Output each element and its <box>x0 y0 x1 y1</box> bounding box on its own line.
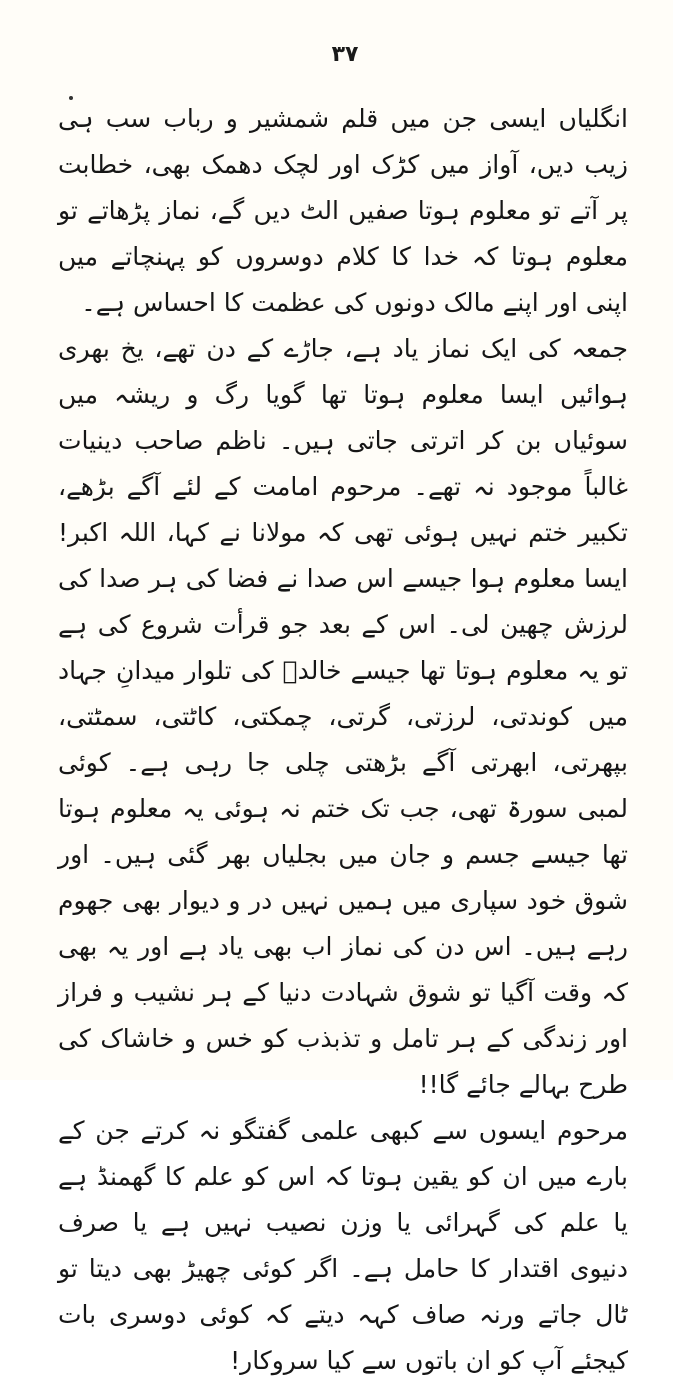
body-text <box>58 96 628 1384</box>
paragraph-1: انگلیاں ایسی جن میں قلم شمشیر و رباب سب ہی زیب دیں، آواز میں کڑک اور لچک دھمک بھی، خطابت پر آتے تو معلوم ہوتا صفیں الٹ دیں گے، نماز پڑھاتے تو معلوم ہوتا کہ خدا کا کلام دوسروں کو پہنچاتے میں اپنی اور اپنے مالک دونوں کی عظمت کا احساس ہے۔ <box>58 104 628 317</box>
paragraph-2: جمعہ کی ایک نماز یاد ہے، جاڑے کے دن تھے، یخ بھری ہوائیں ایسا معلوم ہوتا تھا گویا رگ و ریشہ میں سوئیاں بن کر اترتی جاتی ہیں۔ ناظم صاحب دینیات غالباً موجود نہ تھے۔ مرحوم امامت کے لئے آگے بڑھے، تکبیر ختم نہیں ہوئی تھی کہ مولانا نے کہا، اللہ اکبر! ایسا معلوم ہوا جیسے اس صدا نے فضا کی ہر صدا کی لرزش چھین لی۔ اس کے بعد جو قرأت شروع کی ہے تو یہ معلوم ہوتا تھا جیسے خالدؓ کی تلوار میدانِ جہاد میں کوندتی، لرزتی، گرتی، چمکتی، کاٹتی، سمٹتی، بپھرتی، ابھرتی آگے بڑھتی چلی جا رہی ہے۔ کوئی لمبی سورۃ تھی، جب تک ختم نہ ہوئی یہ معلوم ہوتا تھا جیسے جسم و جان میں بجلیاں بھر گئی ہیں۔ اور شوق خود سپاری میں ہمیں نہیں در و دیوار بھی جھوم رہے ہیں۔ اس دن کی نماز اب بھی یاد ہے اور یہ بھی کہ وقت آگیا تو شوق شہادت دنیا کے ہر نشیب و فراز اور زندگی کے ہر تامل و تذبذب کو خس و خاشاک کی طرح بہالے جائے گا!! <box>58 334 628 1099</box>
paragraph-3: مرحوم ایسوں سے کبھی علمی گفتگو نہ کرتے جن کے بارے میں ان کو یقین ہوتا کہ اس کو علم کا گھمنڈ ہے یا علم کی گہرائی یا وزن نصیب نہیں ہے یا صرف دنیوی اقتدار کا حامل ہے۔ اگر کوئی چھیڑ بھی دیتا تو ٹال جاتے ورنہ صاف کہہ دیتے کہ کوئی دوسری بات کیجئے آپ کو ان باتوں سے کیا سروکار! <box>58 1116 628 1375</box>
page-number: ۳۷ <box>331 42 359 67</box>
